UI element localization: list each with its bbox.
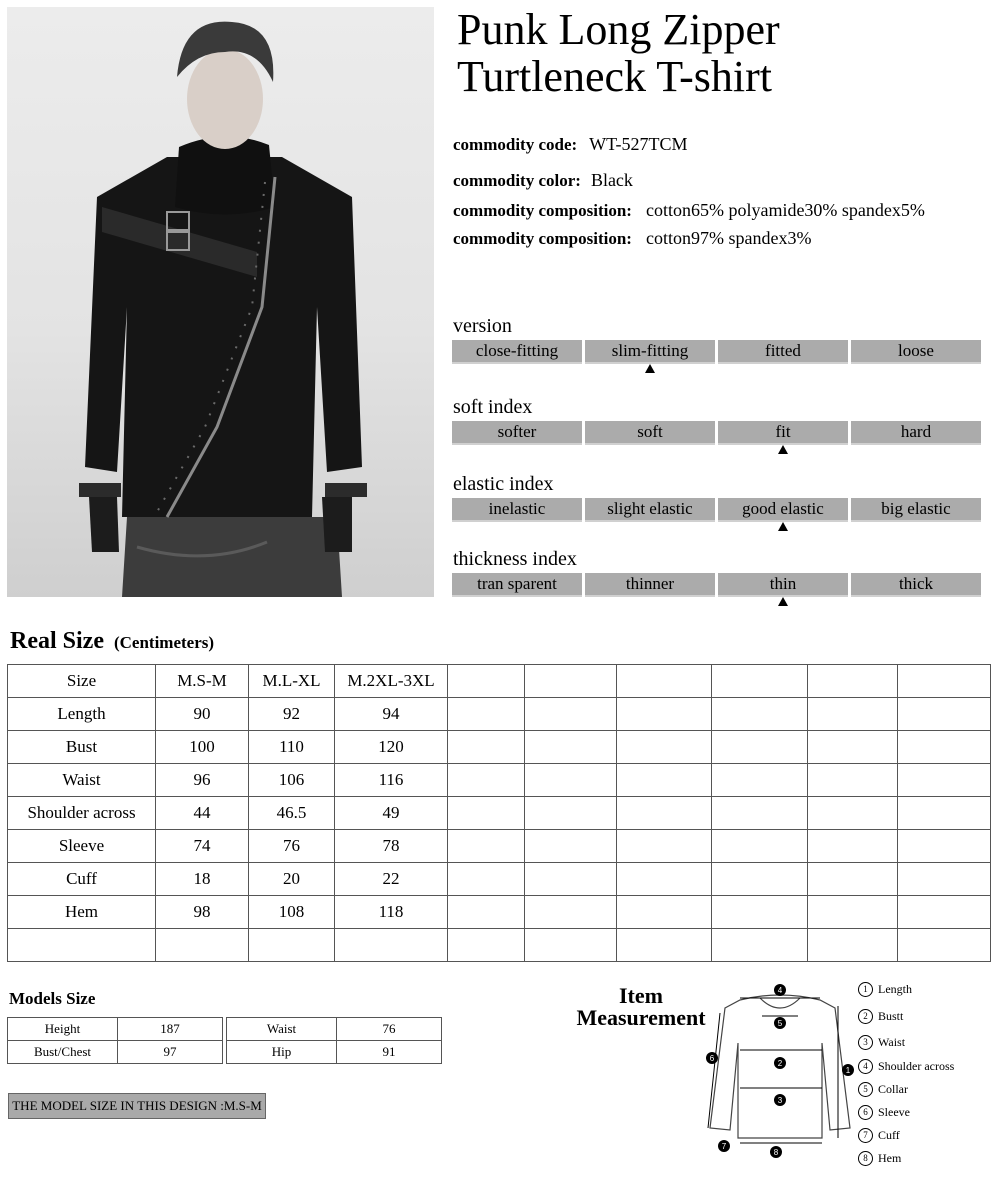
legend-number: 6 [858, 1105, 873, 1120]
spec-label: commodity code: [453, 135, 578, 154]
size-cell [712, 797, 808, 830]
size-cell [525, 929, 617, 962]
size-cell: 76 [249, 830, 335, 863]
legend-item-bust [858, 1009, 903, 1024]
size-cell: 120 [335, 731, 448, 764]
thickness-index-option: thick [851, 573, 981, 597]
elastic-index-option: slight elastic [585, 498, 715, 522]
size-cell [617, 698, 712, 731]
models-table-right [226, 1017, 442, 1064]
table-row [227, 1041, 442, 1064]
size-header-cell [712, 665, 808, 698]
version-marker [645, 364, 655, 373]
model-size-note: THE MODEL SIZE IN THIS DESIGN :M.S-M [8, 1093, 266, 1119]
version-option: fitted [718, 340, 848, 364]
size-cell [525, 797, 617, 830]
size-row-label: Sleeve [8, 830, 156, 863]
size-header-row [8, 665, 991, 698]
legend-label: Collar [878, 1082, 908, 1096]
size-cell [448, 698, 525, 731]
size-cell [808, 863, 898, 896]
real-size-unit: (Centimeters) [113, 633, 215, 652]
model-label: Bust/Chest [8, 1041, 118, 1064]
size-cell: 98 [156, 896, 249, 929]
size-header-cell [617, 665, 712, 698]
size-cell [448, 797, 525, 830]
spec-value: WT-527TCM [589, 134, 688, 154]
size-cell: 94 [335, 698, 448, 731]
soft-index-option: soft [585, 421, 715, 445]
model-value: 91 [337, 1041, 442, 1064]
legend-number: 3 [858, 1035, 873, 1050]
legend-label: Length [878, 982, 912, 996]
real-size-heading [10, 628, 214, 655]
size-row-label: Cuff [8, 863, 156, 896]
size-cell [712, 830, 808, 863]
size-cell [617, 863, 712, 896]
item-measurement-title [560, 985, 722, 1029]
size-cell [525, 896, 617, 929]
soft-index-title: soft index [453, 396, 533, 418]
spec-value: cotton65% polyamide30% spandex5% [645, 200, 925, 220]
size-cell [898, 896, 991, 929]
elastic-index-option: big elastic [851, 498, 981, 522]
size-cell: 92 [249, 698, 335, 731]
size-cell: 108 [249, 896, 335, 929]
thickness-index-marker [778, 597, 788, 606]
spec-label: commodity color: [453, 171, 581, 190]
size-cell [448, 896, 525, 929]
size-cell: 20 [249, 863, 335, 896]
spec-label: commodity composition: [453, 201, 632, 220]
soft-index-option: hard [851, 421, 981, 445]
svg-text:6: 6 [709, 1054, 715, 1063]
size-cell [898, 731, 991, 764]
size-cell [808, 698, 898, 731]
version-option: loose [851, 340, 981, 364]
size-cell: 106 [249, 764, 335, 797]
table-row [8, 863, 991, 896]
size-row-label: Waist [8, 764, 156, 797]
legend-item-collar [858, 1082, 908, 1097]
size-cell: 118 [335, 896, 448, 929]
size-header-cell: M.2XL-3XL [335, 665, 448, 698]
size-cell [448, 830, 525, 863]
legend-number: 5 [858, 1082, 873, 1097]
legend-label: Hem [878, 1151, 902, 1165]
size-cell [808, 929, 898, 962]
svg-text:3: 3 [777, 1096, 783, 1105]
size-cell [808, 797, 898, 830]
size-table [7, 664, 991, 962]
legend-number: 4 [858, 1059, 873, 1074]
model-value: 187 [118, 1018, 223, 1041]
size-cell [448, 863, 525, 896]
product-photo [7, 7, 434, 597]
table-row [8, 929, 991, 962]
size-header-cell [525, 665, 617, 698]
size-cell [448, 764, 525, 797]
legend-label: Shoulder across [878, 1059, 955, 1073]
size-cell [712, 764, 808, 797]
size-cell: 46.5 [249, 797, 335, 830]
version-title: version [453, 315, 512, 337]
size-cell [808, 830, 898, 863]
size-cell [898, 764, 991, 797]
spec-row-code [453, 134, 688, 155]
elastic-index-marker [778, 522, 788, 531]
size-cell [617, 764, 712, 797]
legend-number: 2 [858, 1009, 873, 1024]
size-cell [712, 863, 808, 896]
size-cell [617, 797, 712, 830]
size-header-cell [898, 665, 991, 698]
model-label: Hip [227, 1041, 337, 1064]
elastic-index-title: elastic index [453, 473, 554, 495]
spec-label: commodity composition: [453, 229, 632, 248]
thickness-index-option: thin [718, 573, 848, 597]
legend-label: Sleeve [878, 1105, 910, 1119]
svg-text:2: 2 [777, 1059, 783, 1068]
size-cell [898, 929, 991, 962]
spec-row-color [453, 170, 633, 191]
real-size-title: Real Size [10, 628, 104, 654]
item-measurement-line2: Measurement [576, 1005, 706, 1030]
size-cell [712, 698, 808, 731]
table-row [8, 1041, 223, 1064]
size-cell: 18 [156, 863, 249, 896]
size-cell: 90 [156, 698, 249, 731]
size-cell [525, 731, 617, 764]
svg-text:5: 5 [777, 1019, 783, 1028]
size-row-label: Shoulder across [8, 797, 156, 830]
thickness-index-scale [452, 573, 981, 597]
model-value: 97 [118, 1041, 223, 1064]
size-cell [525, 698, 617, 731]
legend-label: Cuff [878, 1128, 900, 1142]
size-header-cell: M.L-XL [249, 665, 335, 698]
legend-item-hem [858, 1151, 901, 1166]
size-cell [525, 830, 617, 863]
thickness-index-option: tran sparent [452, 573, 582, 597]
size-cell: 116 [335, 764, 448, 797]
legend-number: 1 [858, 982, 873, 997]
size-cell [712, 896, 808, 929]
size-cell: 49 [335, 797, 448, 830]
soft-index-marker [778, 445, 788, 454]
size-cell [808, 731, 898, 764]
size-cell [808, 764, 898, 797]
size-row-label: Hem [8, 896, 156, 929]
table-row [8, 698, 991, 731]
svg-text:1: 1 [845, 1066, 851, 1075]
model-illustration [7, 7, 434, 597]
size-row-label: Length [8, 698, 156, 731]
item-measurement-line1: Item [619, 983, 663, 1008]
size-cell [808, 896, 898, 929]
size-cell: 22 [335, 863, 448, 896]
size-cell: 44 [156, 797, 249, 830]
svg-text:4: 4 [777, 986, 783, 995]
spec-row-composition-1 [453, 200, 925, 221]
version-option: slim-fitting [585, 340, 715, 364]
size-cell [712, 929, 808, 962]
model-value: 76 [337, 1018, 442, 1041]
product-title-line1: Punk Long Zipper [457, 5, 780, 54]
spec-row-composition-2 [453, 228, 811, 249]
size-cell [8, 929, 156, 962]
table-row [8, 1018, 223, 1041]
size-cell [898, 830, 991, 863]
shirt-measurement-diagram [700, 978, 860, 1163]
elastic-index-option: good elastic [718, 498, 848, 522]
elastic-index-scale [452, 498, 981, 522]
size-cell: 74 [156, 830, 249, 863]
soft-index-option: softer [452, 421, 582, 445]
legend-item-sleeve [858, 1105, 910, 1120]
legend-item-waist [858, 1035, 905, 1050]
legend-item-shoulder [858, 1059, 954, 1074]
size-cell [898, 863, 991, 896]
size-cell [249, 929, 335, 962]
size-cell: 110 [249, 731, 335, 764]
thickness-index-option: thinner [585, 573, 715, 597]
spec-value: cotton97% spandex3% [645, 228, 812, 248]
svg-text:8: 8 [773, 1148, 779, 1157]
size-header-cell [808, 665, 898, 698]
size-cell: 96 [156, 764, 249, 797]
size-cell [335, 929, 448, 962]
size-header-cell: Size [8, 665, 156, 698]
model-label: Waist [227, 1018, 337, 1041]
legend-item-length [858, 982, 912, 997]
product-title [457, 6, 780, 100]
size-cell [617, 929, 712, 962]
spec-value: Black [590, 170, 633, 190]
thickness-index-title: thickness index [453, 548, 577, 570]
size-cell [617, 731, 712, 764]
models-table-left [7, 1017, 223, 1064]
soft-index-option: fit [718, 421, 848, 445]
size-cell [898, 698, 991, 731]
legend-number: 8 [858, 1151, 873, 1166]
size-row-label: Bust [8, 731, 156, 764]
table-row [227, 1018, 442, 1041]
size-cell [898, 797, 991, 830]
size-cell [712, 731, 808, 764]
legend-label: Waist [878, 1035, 906, 1049]
size-cell [448, 929, 525, 962]
soft-index-scale [452, 421, 981, 445]
legend-number: 7 [858, 1128, 873, 1143]
version-option: close-fitting [452, 340, 582, 364]
models-size-title: Models Size [9, 989, 96, 1008]
size-cell [617, 896, 712, 929]
table-row [8, 764, 991, 797]
size-cell [617, 830, 712, 863]
size-cell [525, 764, 617, 797]
legend-item-cuff [858, 1128, 900, 1143]
size-header-cell [448, 665, 525, 698]
product-title-line2: Turtleneck T-shirt [457, 52, 772, 101]
legend-label: Bustt [878, 1009, 904, 1023]
size-cell: 100 [156, 731, 249, 764]
table-row [8, 797, 991, 830]
size-cell [525, 863, 617, 896]
size-cell [448, 731, 525, 764]
model-label: Height [8, 1018, 118, 1041]
table-row [8, 896, 991, 929]
svg-text:7: 7 [721, 1142, 727, 1151]
elastic-index-option: inelastic [452, 498, 582, 522]
table-row [8, 731, 991, 764]
size-header-cell: M.S-M [156, 665, 249, 698]
size-cell [156, 929, 249, 962]
size-cell: 78 [335, 830, 448, 863]
table-row [8, 830, 991, 863]
version-scale [452, 340, 981, 364]
